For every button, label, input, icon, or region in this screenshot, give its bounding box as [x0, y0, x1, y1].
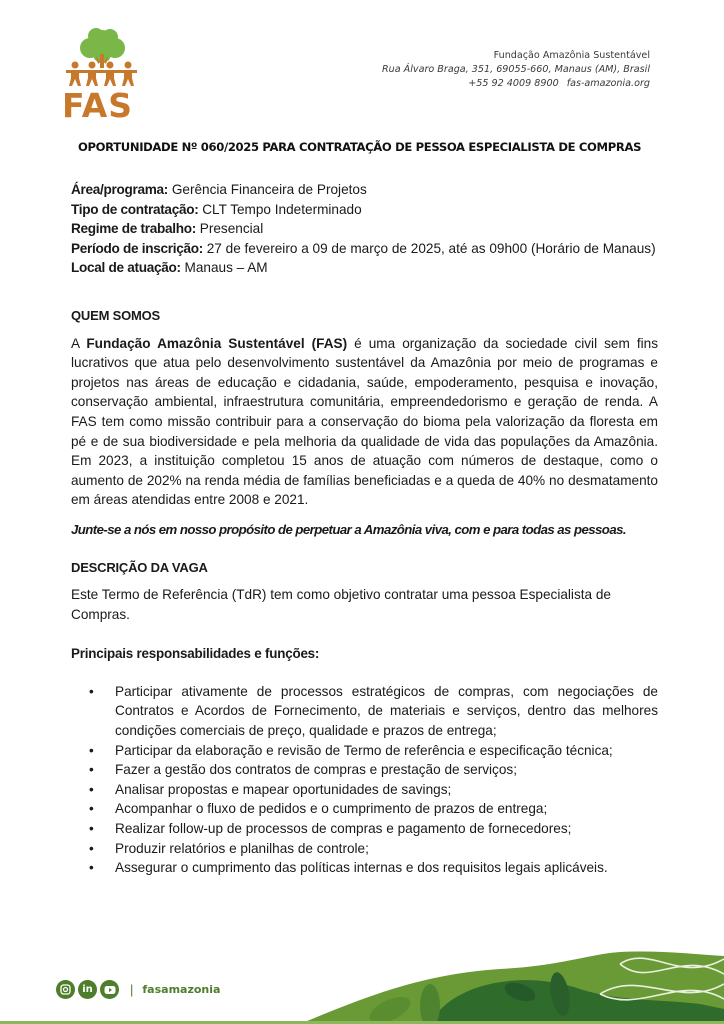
social-handle[interactable]: fasamazonia	[142, 983, 221, 996]
org-address: Rua Álvaro Braga, 351, 69055-660, Manaus (AM), Brasil	[381, 64, 650, 75]
responsibilities-heading: Principais responsabilidades e funções:	[71, 646, 320, 662]
intro-prefix: A	[71, 335, 87, 351]
field-area	[71, 180, 658, 200]
org-name-bold: Fundação Amazônia Sustentável (FAS)	[86, 335, 348, 351]
org-header	[382, 49, 650, 91]
linkedin-icon[interactable]: in	[78, 980, 97, 999]
motto: Junte-se a nós em nosso propósito de perpetuar a Amazônia viva, com e para todas as pessoas.	[71, 521, 626, 537]
quem-somos-body: é uma organização da sociedade civil sem fins lucrativos que atua pelo desenvolvimento sustentável da Amazônia por meio de programas e projetos nas áreas de educação e cidadania, saúde, empoderamento, pesquisa e inovação, conservação ambiental, infraestrutura comunitária, empreendedorismo e geração de renda. A FAS tem como missão contribuir para a conservação do bioma pela valorização da floresta em pé e de sua biodiversidade e pela melhoria da qualidade de vida das populações da Amazônia. Em 2023, a instituição completou 15 anos de atuação com números de destaque, como o aumento de 202% na renda média de famílias beneficiadas e a queda de 40% no desmatamento em áreas atendidas entre 2008 e 2021.	[71, 335, 658, 508]
list-item-text: Acompanhar o fluxo de pedidos e o cumprimento de prazos de entrega;	[115, 801, 548, 817]
field-label: Local de atuação:	[71, 260, 181, 276]
field-value: Gerência Financeira de Projetos	[171, 182, 367, 197]
list-item-text: Realizar follow-up de processos de compras e pagamento de fornecedores;	[115, 821, 572, 837]
list-item-text: Analisar propostas e mapear oportunidades de savings;	[115, 781, 452, 797]
instagram-icon[interactable]	[56, 980, 75, 999]
list-item	[71, 780, 658, 800]
list-item	[71, 819, 658, 839]
field-regime	[71, 219, 658, 239]
org-phone: +55 92 4009 8900	[468, 78, 559, 89]
list-item	[71, 682, 658, 741]
field-label: Regime de trabalho:	[71, 221, 196, 237]
org-website[interactable]: fas-amazonia.org	[566, 78, 650, 89]
descricao-paragraph: Este Termo de Referência (TdR) tem como objetivo contratar uma pessoa Especialista de Compras.	[71, 587, 611, 622]
list-item-text: Participar ativamente de processos estratégicos de compras, com negociações de Contratos e Acordos de Fornecimento, de materiais e serviços, dentro das melhores condições comerciais de preço, qualidade e prazos de entrega;	[115, 683, 658, 739]
field-local	[71, 258, 658, 278]
youtube-icon[interactable]	[100, 980, 119, 999]
field-periodo	[71, 239, 658, 259]
bullet-icon: •	[89, 801, 94, 817]
list-item	[71, 839, 658, 859]
social-links	[56, 980, 220, 999]
list-item	[71, 799, 658, 819]
quem-somos-paragraph	[71, 334, 658, 510]
field-label: Área/programa:	[71, 182, 169, 197]
fas-logo	[62, 28, 142, 126]
field-value: Manaus – AM	[184, 260, 268, 276]
field-value: CLT Tempo Indeterminado	[202, 201, 362, 217]
list-item-text: Produzir relatórios e planilhas de controle;	[115, 840, 369, 856]
bullet-icon: •	[89, 742, 94, 758]
list-item	[71, 858, 658, 878]
bullet-icon: •	[89, 683, 94, 699]
tree-people-icon	[62, 28, 142, 90]
list-item-text: Participar da elaboração e revisão de Termo de referência e especificação técnica;	[115, 742, 613, 758]
document-body	[71, 180, 658, 878]
bullet-icon: •	[89, 762, 94, 778]
org-name: Fundação Amazônia Sustentável	[493, 50, 650, 61]
list-item-text: Fazer a gestão dos contratos de compras e prestação de serviços;	[115, 762, 517, 778]
field-label: Período de inscrição:	[71, 240, 203, 256]
bullet-icon: •	[89, 781, 94, 797]
section-heading-quem-somos: QUEM SOMOS	[71, 307, 161, 323]
bullet-icon: •	[89, 840, 94, 856]
logo-wordmark: FAS	[62, 86, 134, 125]
separator: |	[130, 982, 134, 997]
field-label: Tipo de contratação:	[71, 201, 199, 217]
org-contact	[382, 77, 650, 91]
list-item	[71, 760, 658, 780]
field-tipo	[71, 200, 658, 220]
section-heading-descricao: DESCRIÇÃO DA VAGA	[71, 559, 208, 575]
field-value: Presencial	[199, 221, 264, 237]
bullet-icon: •	[89, 860, 94, 876]
field-value: 27 de fevereiro a 09 de março de 2025, até as 09h00 (Horário de Manaus)	[206, 240, 656, 256]
footer-landscape-graphic	[0, 914, 724, 1024]
bullet-icon: •	[89, 821, 94, 837]
document-title: OPORTUNIDADE Nº 060/2025 PARA CONTRATAÇÃO DE PESSOA ESPECIALISTA DE COMPRAS	[78, 140, 642, 154]
list-item	[71, 741, 658, 761]
list-item-text: Assegurar o cumprimento das políticas internas e dos requisitos legais aplicáveis.	[115, 860, 608, 876]
responsibilities-list	[71, 682, 658, 878]
